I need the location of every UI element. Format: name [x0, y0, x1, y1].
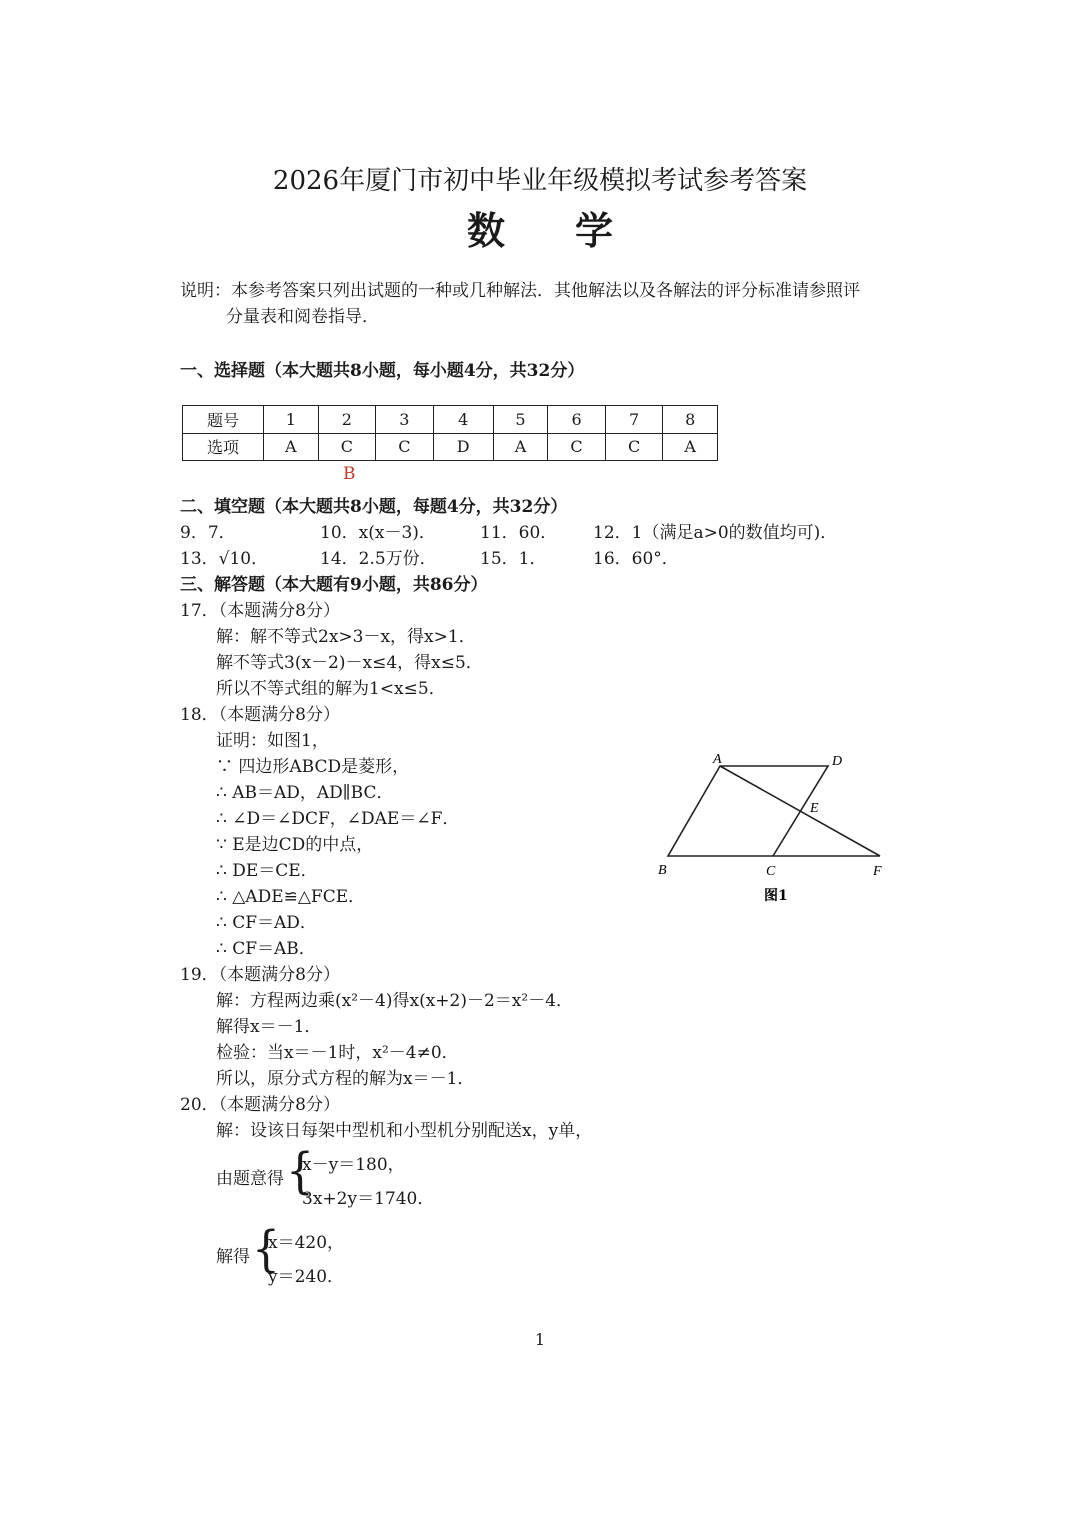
system2-label: 解得	[216, 1247, 250, 1267]
label-a: A	[713, 752, 722, 767]
table-header-cell: 题号	[183, 406, 264, 434]
rhombus-figure	[650, 748, 895, 908]
system2-equation: x＝420，	[268, 1233, 345, 1253]
figure-caption: 图1	[764, 888, 788, 904]
q18-line: ∴ CF＝AD．	[216, 913, 317, 933]
note-line-2: 分量表和阅卷指导．	[226, 307, 379, 327]
table-row	[183, 406, 718, 434]
label-f: F	[873, 864, 882, 879]
system2-equation: y＝240．	[268, 1267, 345, 1287]
table-cell: 2	[318, 406, 376, 434]
document-title: 2026年厦门市初中毕业年级模拟考试参考答案	[272, 166, 808, 196]
subject-title: 数学	[466, 208, 683, 253]
fill-answer: 9．7．	[180, 523, 236, 543]
fill-answer: 11．60．	[480, 523, 558, 543]
q20-title: 20．（本题满分8分）	[180, 1095, 340, 1115]
table-cell: 5	[493, 406, 548, 434]
table-cell: C	[318, 433, 376, 461]
fill-answer: 15．1．	[480, 549, 547, 569]
system1-equation: 3x+2y＝1740．	[302, 1189, 435, 1209]
q19-line: 解：方程两边乘(x²－4)得x(x+2)－2＝x²－4．	[216, 991, 574, 1011]
system1-equation: x－y＝180，	[302, 1155, 405, 1175]
fill-answer: 12．1（满足a>0的数值均可)．	[593, 523, 838, 543]
q18-title: 18．（本题满分8分）	[180, 705, 340, 725]
section3-heading: 三、解答题（本大题有9小题，共86分）	[180, 575, 488, 595]
table-cell: C	[376, 433, 434, 461]
handwritten-correction: B	[343, 464, 356, 484]
q18-line: ∴ AB＝AD，AD∥BC．	[216, 783, 394, 803]
segment-ae-f	[720, 766, 880, 856]
fill-answer: 13．√10．	[180, 549, 269, 569]
table-cell: C	[605, 433, 663, 461]
label-b: B	[658, 863, 667, 878]
note-line-1: 说明：本参考答案只列出试题的一种或几种解法．其他解法以及各解法的评分标准请参照评	[180, 281, 860, 301]
q20-line: 解：设该日每架中型机和小型机分别配送x，y单，	[216, 1121, 593, 1141]
section1-heading: 一、选择题（本大题共8小题，每小题4分，共32分）	[180, 361, 585, 381]
q18-line: ∴ DE＝CE．	[216, 861, 318, 881]
q18-line: ∴ △ADE≌△FCE．	[216, 887, 366, 907]
q19-title: 19．（本题满分8分）	[180, 965, 340, 985]
table-cell: A	[493, 433, 548, 461]
table-cell: 4	[433, 406, 493, 434]
system1-label: 由题意得	[216, 1169, 284, 1189]
fill-answer: 14．2.5万份．	[320, 549, 437, 569]
q17-line: 解不等式3(x－2)－x≤4，得x≤5．	[216, 653, 483, 673]
page-number: 1	[534, 1330, 546, 1349]
table-cell: 3	[376, 406, 434, 434]
q18-line: ∴ ∠D＝∠DCF，∠DAE＝∠F．	[216, 809, 460, 829]
table-header-cell: 选项	[183, 433, 264, 461]
rhombus-abcd	[668, 766, 828, 856]
table-row	[183, 433, 718, 461]
table-cell: A	[663, 433, 718, 461]
left-brace-icon: {	[252, 1221, 280, 1278]
table-cell: A	[264, 433, 319, 461]
answer-table	[182, 405, 718, 461]
table-cell: 8	[663, 406, 718, 434]
table-cell: 6	[548, 406, 606, 434]
left-brace-icon: {	[286, 1143, 314, 1200]
q17-line: 所以不等式组的解为1<x≤5．	[216, 679, 446, 699]
q19-line: 所以，原分式方程的解为x＝－1．	[216, 1069, 475, 1089]
table-cell: C	[548, 433, 606, 461]
q19-line: 解得x＝－1．	[216, 1017, 322, 1037]
q17-title: 17．（本题满分8分）	[180, 601, 340, 621]
fill-answer: 10．x(x－3)．	[320, 523, 436, 543]
q18-line: ∵ 四边形ABCD是菱形，	[216, 757, 410, 777]
table-cell: 1	[264, 406, 319, 434]
label-d: D	[832, 754, 843, 769]
table-cell: 7	[605, 406, 663, 434]
q19-line: 检验：当x＝－1时，x²－4≠0．	[216, 1043, 459, 1063]
q17-line: 解：解不等式2x>3－x，得x>1．	[216, 627, 476, 647]
label-c: C	[766, 864, 776, 879]
q18-line: ∴ CF＝AB．	[216, 939, 316, 959]
section2-heading: 二、填空题（本大题共8小题，每题4分，共32分）	[180, 497, 568, 517]
label-e: E	[810, 801, 819, 816]
q18-line: ∵ E是边CD的中点，	[216, 835, 374, 855]
table-cell: D	[433, 433, 493, 461]
fill-answer: 16．60°．	[593, 549, 679, 569]
q18-line: 证明：如图1，	[216, 731, 329, 751]
